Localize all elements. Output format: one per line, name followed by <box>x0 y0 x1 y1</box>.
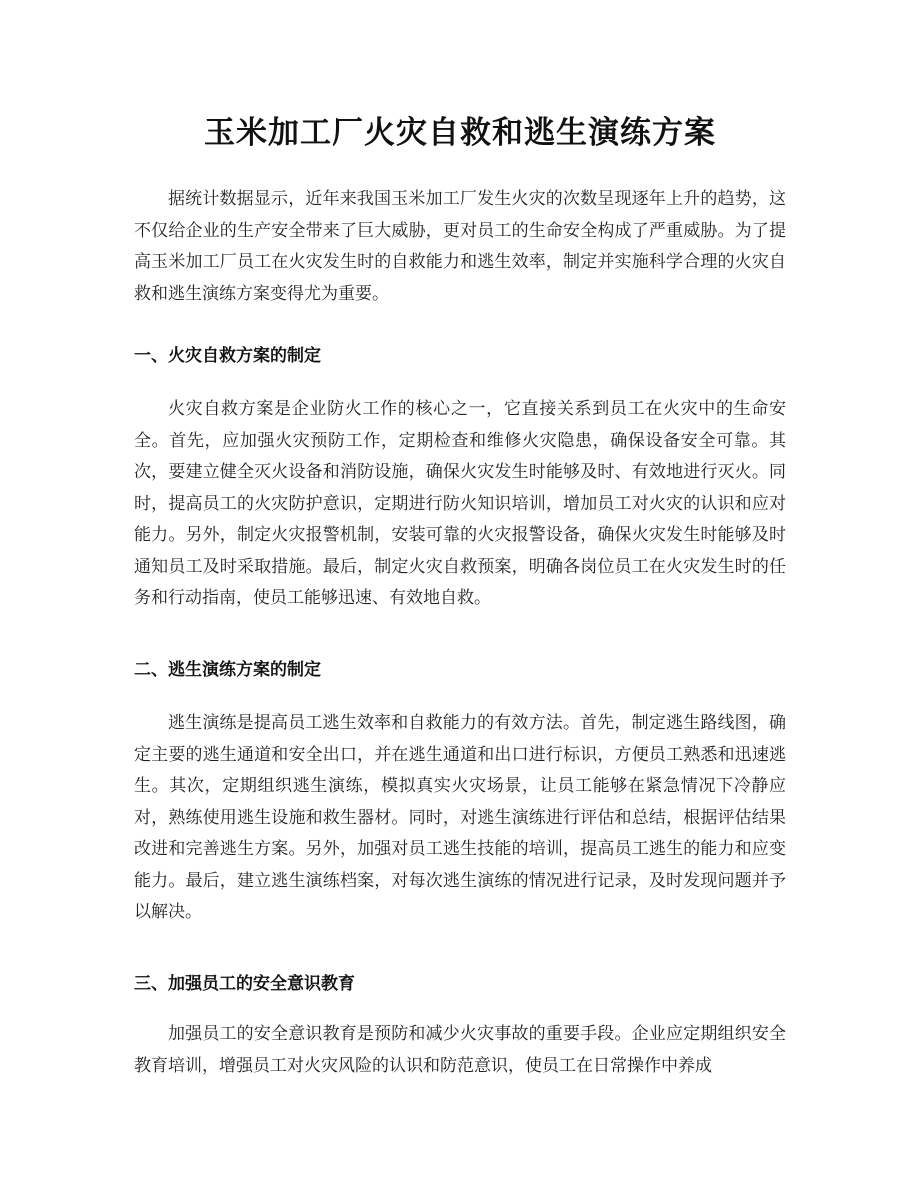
document-title: 玉米加工厂火灾自救和逃生演练方案 <box>204 115 716 151</box>
section-body-safety-awareness: 加强员工的安全意识教育是预防和减少火灾事故的重要手段。企业应定期组织安全教育培训，增强员工对火灾风险的认识和防范意识，使员工在日常操作中养成 <box>134 1024 786 1076</box>
section-heading-escape-drill: 二、逃生演练方案的制定 <box>134 660 321 680</box>
section-body-fire-self-rescue: 火灾自救方案是企业防火工作的核心之一，它直接关系到员工在火灾中的生命安全。首先，应加强火灾预防工作，定期检查和维修火灾隐患，确保设备安全可靠。其次，要建立健全灭火设备和消防设施，确保火灾发生时能够及时、有效地进行灭火。同时，提高员工的火灾防护意识，定期进行防火知识培训，增加员工对火灾的认识和应对能力。另外，制定火灾报警机制，安装可靠的火灾报警设备，确保火灾发生时能够及时通知员工及时采取措施。最后，制定火灾自救预案，明确各岗位员工在火灾发生时的任务和行动指南，使员工能够迅速、有效地自救。 <box>134 399 786 608</box>
section-heading-safety-awareness: 三、加强员工的安全意识教育 <box>134 974 355 994</box>
section-body-escape-drill: 逃生演练是提高员工逃生效率和自救能力的有效方法。首先，制定逃生路线图，确定主要的逃生通道和安全出口，并在逃生通道和出口进行标识，方便员工熟悉和迅速逃生。其次，定期组织逃生演练，模拟真实火灾场景，让员工能够在紧急情况下冷静应对，熟练使用逃生设施和救生器材。同时，对逃生演练进行评估和总结，根据评估结果改进和完善逃生方案。另外，加强对员工逃生技能的培训，提高员工逃生的能力和应变能力。最后，建立逃生演练档案，对每次逃生演练的情况进行记录，及时发现问题并予以解决。 <box>134 713 786 922</box>
section-heading-fire-self-rescue: 一、火灾自救方案的制定 <box>134 346 321 366</box>
intro-paragraph: 据统计数据显示，近年来我国玉米加工厂发生火灾的次数呈现逐年上升的趋势，这不仅给企业的生产安全带来了巨大威胁，更对员工的生命安全构成了严重威胁。为了提高玉米加工厂员工在火灾发生时的自救能力和逃生效率，制定并实施科学合理的火灾自救和逃生演练方案变得尤为重要。 <box>134 189 786 304</box>
